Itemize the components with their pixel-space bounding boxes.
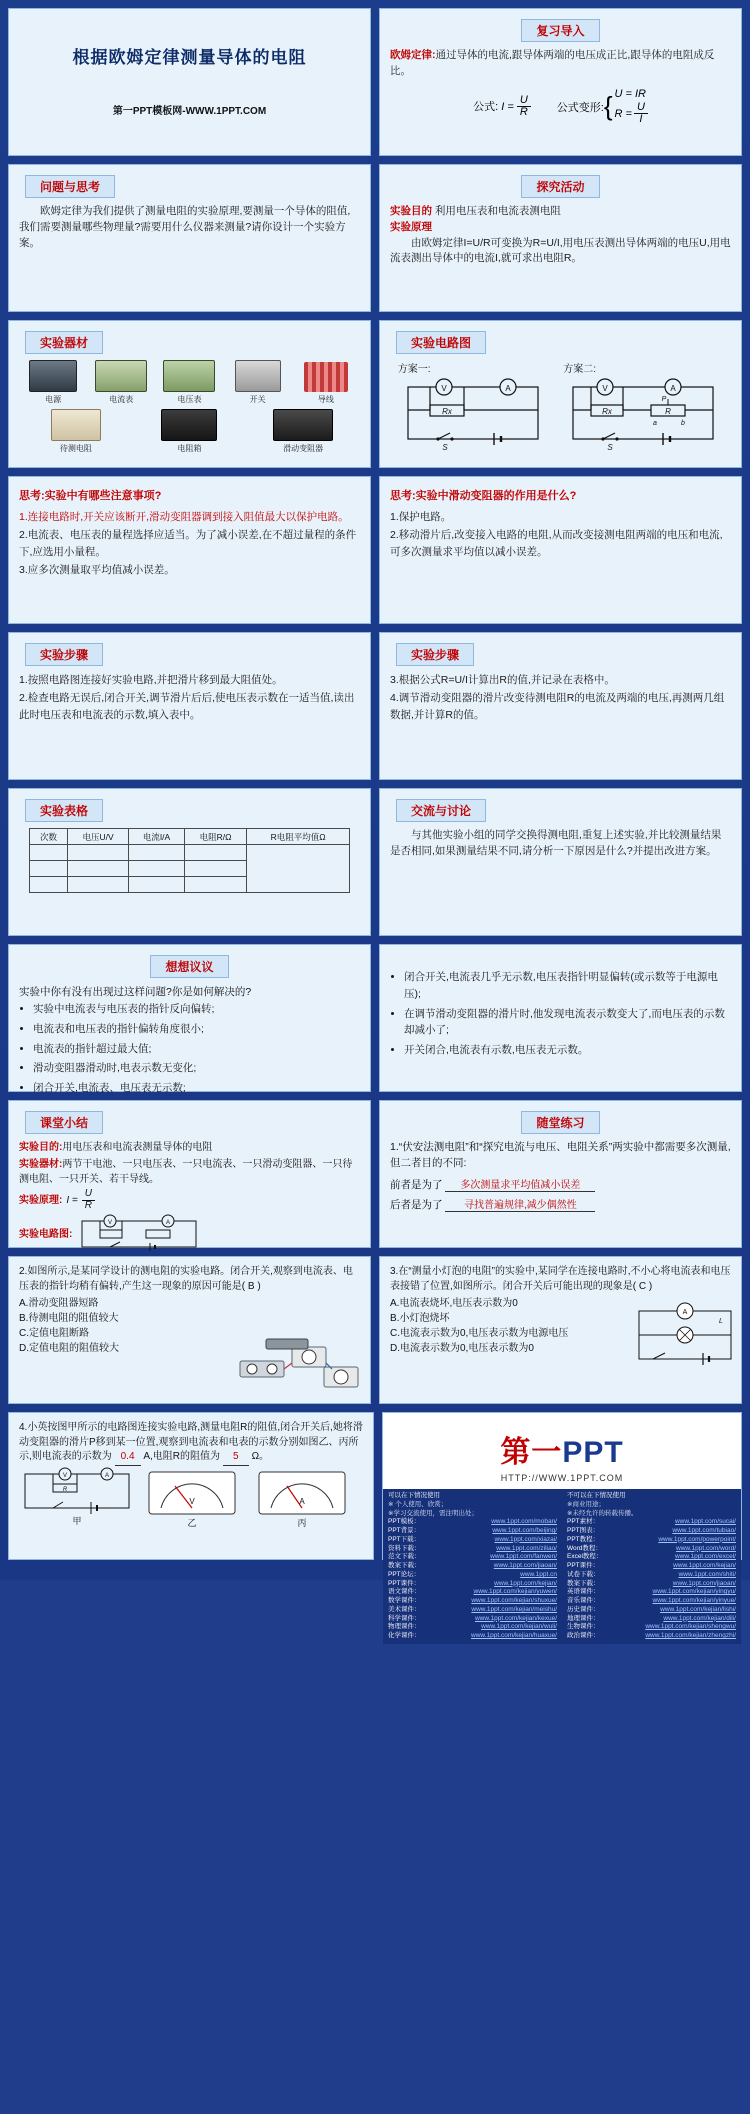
link-url[interactable]: www.1ppt.com/kejian/wuli/ (481, 1623, 557, 1631)
link-row (388, 1562, 557, 1571)
link-url[interactable]: www.1ppt.com/excel/ (674, 1553, 736, 1561)
svg-text:S: S (442, 443, 448, 452)
link-label: PPT论坛： (388, 1570, 421, 1578)
link-label: 试卷下载： (567, 1570, 600, 1578)
link-url[interactable]: www.1ppt.com/kejian/lishi/ (660, 1605, 736, 1613)
link-label: 资料下载： (388, 1544, 421, 1552)
list-item: • 在调节滑动变阻器的滑片时,他发现电流表示数变大了,而电压表的示数却减小了; (404, 1006, 731, 1040)
usage-forbidden-line-2: ※未经允许的转载传播。 (567, 1509, 638, 1517)
q1-a-label: 前者是为了 (390, 1178, 443, 1191)
link-label: PPT图表： (567, 1527, 600, 1535)
link-label: 音乐课件： (567, 1597, 600, 1605)
equipment-label: 电源 (45, 395, 62, 404)
law-text: 通过导体的电流,跟导体两端的电压成正比,跟导体的电阻成反比。 (390, 49, 715, 77)
equipment-item (22, 360, 84, 405)
equipment-label: 电压表 (177, 395, 202, 404)
formula-label: 公式: (473, 100, 499, 113)
answers-list (390, 969, 731, 1059)
list-item: • 电流表和电压表的指针偏转角度很小; (33, 1021, 360, 1038)
slide-row (0, 164, 750, 320)
svg-text:L: L (719, 1318, 723, 1325)
slide-header-steps-1: 实验步骤 (25, 643, 103, 666)
q1-b-label: 后者是为了 (390, 1198, 443, 1211)
link-row (388, 1518, 557, 1527)
link-row (567, 1518, 736, 1527)
slide-practice (379, 1100, 742, 1248)
principle-text: 由欧姆定律I=U/R可变换为R=U/I,用电压表测出导体两端的电压U,用电流表测出导体中的电流I,就可求出电阻R。 (390, 236, 731, 265)
link-label: PPT素材： (567, 1518, 600, 1526)
slide-brainstorm (8, 944, 371, 1095)
principle-label-wrap (390, 220, 731, 236)
list-item: 2.移动滑片后,改变接入电路的电阻,从而改变接测电阻两端的电压和电流,可多次测量求平均值以减小误差。 (390, 529, 723, 558)
svg-text:V: V (602, 384, 608, 393)
link-row (567, 1527, 736, 1536)
svg-text:R: R (62, 1486, 68, 1493)
slide-steps-2 (379, 632, 742, 780)
variant-block (557, 88, 648, 126)
circuit-diagram-1-svg (398, 375, 548, 453)
link-row (567, 1623, 736, 1632)
list-item: • 滑动变阻器滑动时,电表示数无变化; (33, 1060, 360, 1077)
variant-1: U = IR (614, 87, 646, 100)
equipment-item (45, 409, 107, 454)
link-url[interactable]: www.1ppt.com/word/ (676, 1544, 736, 1552)
slide-header-practice: 随堂练习 (521, 1111, 599, 1134)
slide-question-3 (379, 1256, 742, 1404)
page-title: 根据欧姆定律测量导体的电阻 (72, 48, 307, 67)
slide-cover (8, 8, 371, 156)
list-item: 3.应多次测量取平均值减小误差。 (19, 563, 175, 576)
slide-header-inquiry: 探究活动 (521, 175, 599, 198)
link-label: 地理课件： (567, 1614, 600, 1622)
wire-icon (304, 362, 348, 392)
link-label: PPT下载： (388, 1535, 421, 1543)
q3-options (390, 1296, 622, 1356)
link-row (567, 1597, 736, 1606)
svg-text:S: S (607, 443, 613, 452)
notes2-list (390, 509, 731, 560)
link-label: 历史课件： (567, 1605, 600, 1613)
link-url[interactable]: www.1ppt.com/kejian/yingyu/ (652, 1588, 736, 1596)
discussion-text: 与其他实验小组的同学交换得测电阻,重复上述实验,并比较测量结果是否相同,如果测量结果不同,请分析一下原因是什么?并提出改进方案。 (390, 829, 722, 857)
option-a[interactable]: A.电流表烧坏,电压表示数为0 (390, 1298, 518, 1309)
q4-blank-1[interactable]: 0.4 (115, 1450, 141, 1466)
q1-b-answer[interactable]: 寻找普遍规律,减少偶然性 (445, 1196, 595, 1212)
q4-figure (19, 1468, 363, 1530)
practice-q1-a (390, 1176, 731, 1192)
summary-purpose (19, 1140, 360, 1155)
equipment-label: 电流表 (109, 395, 134, 404)
circuit-plan-1 (398, 360, 548, 453)
link-row (567, 1562, 736, 1571)
link-url[interactable]: www.1ppt.cn (520, 1570, 557, 1578)
link-url[interactable]: www.1ppt.com/kejian/ (494, 1579, 557, 1587)
brand-first: 第一 (500, 1436, 563, 1469)
slide-table (8, 788, 371, 936)
link-url[interactable]: www.1ppt.com/jiaoan/ (672, 1579, 736, 1587)
link-row (567, 1571, 736, 1580)
equipment-item (158, 409, 220, 454)
svg-text:Rx: Rx (602, 407, 613, 416)
svg-text:V: V (108, 1220, 113, 1226)
slide-summary (8, 1100, 371, 1248)
list-item: • 开关闭合,电流表有示数,电压表无示数。 (404, 1042, 731, 1059)
list-item: • 闭合开关,电流表几乎无示数,电压表指针明显偏转(或示数等于电源电压); (404, 969, 731, 1003)
circuit-diagrams (390, 360, 731, 453)
formula-block: 公式: I = $\frac{U}{R}$ (473, 95, 531, 119)
slide-row (0, 1412, 750, 1640)
slide-equipment (8, 320, 371, 468)
slide-inquiry (379, 164, 742, 312)
link-label: Excel教程： (567, 1553, 603, 1561)
summary-purpose-label: 实验目的: (19, 1142, 63, 1153)
option-d[interactable]: D.定值电阻的阻值较大 (19, 1343, 119, 1354)
link-row (567, 1588, 736, 1597)
link-url[interactable]: www.1ppt.com/kejian/dili/ (663, 1614, 736, 1622)
usage-allowed-title: 可以在下情况使用 (388, 1492, 440, 1499)
link-label: 美术课件： (388, 1605, 421, 1613)
slide-notes-2 (379, 476, 742, 624)
link-row (567, 1553, 736, 1562)
brand-logo (500, 1427, 623, 1471)
list-item: 1.连接电路时,开关应该断开,滑动变阻器调到接入阻值最大以保护电路。 (19, 511, 349, 523)
practice-q1: 1.“伏安法测电阻”和“探究电流与电压、电阻关系”两实验中都需要多次测量,但二者目的不同: (390, 1141, 731, 1169)
link-label: 数学课件： (388, 1597, 421, 1605)
variant-label: 公式变形: (556, 101, 604, 114)
list-item: 3.根据公式R=U/I计算出R的值,并记录在表格中。 (390, 674, 615, 686)
usage-allowed (383, 1489, 562, 1644)
slide-discussion (379, 788, 742, 936)
review-law (390, 48, 731, 80)
option-b[interactable]: B.待测电阻的阻值较大 (19, 1313, 119, 1324)
usage-allowed-line-1: ※ 个人使用、欣赏； (388, 1500, 448, 1508)
list-item: • 实验中电流表与电压表的指针反向偏转; (33, 1001, 360, 1018)
summary-circuit-label: 实验电路图: (19, 1228, 73, 1240)
credits-columns (383, 1489, 741, 1644)
q4-blank-2[interactable]: 5 (223, 1450, 249, 1466)
link-label: PPT课件： (567, 1562, 600, 1570)
summary-equip-label: 实验器材: (19, 1159, 63, 1170)
principle-label: 实验原理 (390, 220, 432, 233)
table-header-row (30, 829, 350, 845)
svg-text:A: A (299, 1496, 305, 1506)
slide-header-question: 问题与思考 (25, 175, 115, 198)
ammeter-icon (95, 360, 147, 392)
switch-icon (235, 360, 281, 392)
link-label: 政治课件： (567, 1632, 600, 1640)
link-row (388, 1536, 557, 1545)
q4-stem: 4.小英按图甲所示的电路图连接实验电路,测量电阻R的阻值,闭合开关后,她将滑动变阻器的滑片P移到某一位置,观察到电流表和电表的示数分别如图乙、丙所示,则电流表的示数为 (19, 1422, 363, 1462)
link-url[interactable]: www.1ppt.com/kejian/yuwen/ (473, 1588, 557, 1596)
resistor-icon (51, 409, 101, 441)
svg-text:A: A (682, 1309, 688, 1316)
option-d[interactable]: D.电流表示数为0,电压表示数为0 (390, 1343, 534, 1354)
link-url[interactable]: www.1ppt.com/kejian/zhengzhi/ (645, 1632, 736, 1640)
link-label: PPT模板： (388, 1518, 421, 1526)
link-url[interactable]: www.1ppt.com/kejian/huaxue/ (471, 1632, 557, 1640)
link-label: Word教程： (567, 1544, 602, 1552)
link-url[interactable]: www.1ppt.com/powerpoint/ (658, 1535, 736, 1543)
equipment-item (227, 360, 289, 405)
svg-text:V: V (62, 1472, 68, 1479)
brand-url: HTTP://WWW.1PPT.COM (500, 1473, 624, 1483)
svg-text:R: R (665, 407, 672, 416)
q3-text: 3.在“测量小灯泡的电阻”的实验中,某同学在连接电路时,不小心将电流表和电压表接错了位置,如图所示。闭合开关后可能出现的现象是( C ) (390, 1266, 731, 1292)
slide-header-discussion: 交流与讨论 (396, 799, 486, 822)
slide-question-4 (8, 1412, 374, 1560)
col-header: 电流I/A (129, 829, 184, 845)
svg-text:a: a (653, 420, 658, 427)
link-url[interactable]: www.1ppt.com/moban/ (491, 1518, 557, 1526)
link-url[interactable]: www.1ppt.com/jiaoan/ (493, 1562, 557, 1570)
notes2-question: 思考:实验中滑动变阻器的作用是什么? (390, 490, 577, 502)
purpose-text: 利用电压表和电流表测电阻 (434, 205, 561, 217)
equipment-label: 开关 (249, 395, 266, 404)
equipment-label: 电阻箱 (177, 444, 202, 453)
slide-header-summary: 课堂小结 (25, 1111, 103, 1134)
list-item: • 电流表的指针超过最大值; (33, 1041, 360, 1058)
usage-forbidden (562, 1489, 741, 1644)
svg-text:乙: 乙 (187, 1517, 197, 1528)
link-label: 语文课件： (388, 1588, 421, 1596)
brainstorm-list (19, 1001, 360, 1097)
link-url[interactable]: www.1ppt.com/kejian/shuxue/ (471, 1597, 557, 1605)
slide-header-table: 实验表格 (25, 799, 103, 822)
link-url[interactable]: www.1ppt.com/kejian/yinyue/ (652, 1597, 736, 1605)
slide-credits (382, 1412, 742, 1640)
link-row (388, 1571, 557, 1580)
link-label: 科学课件： (388, 1614, 421, 1622)
slide-notes-1 (8, 476, 371, 624)
q3-figure (633, 1303, 737, 1369)
link-url[interactable]: www.1ppt.com/xiazai/ (494, 1535, 557, 1543)
option-c[interactable]: C.电流表示数为0,电压表示数为电源电压 (390, 1328, 569, 1339)
equipment-item (295, 362, 357, 405)
slide-header-steps-2: 实验步骤 (396, 643, 474, 666)
equipment-label: 导线 (317, 395, 334, 404)
svg-text:丙: 丙 (297, 1517, 307, 1528)
slide-header-brainstorm: 想想议议 (150, 955, 228, 978)
link-row (388, 1588, 557, 1597)
summary-circuit-svg (76, 1213, 204, 1255)
link-label: 教案下载： (388, 1562, 421, 1570)
slide-circuit (379, 320, 742, 468)
inquiry-purpose (390, 204, 731, 220)
summary-principle: 实验原理: I = $\frac{U}{R}$ (19, 1189, 360, 1211)
svg-text:A: A (104, 1472, 110, 1479)
table-row (30, 845, 350, 861)
svg-text:Rx: Rx (441, 407, 452, 416)
battery-icon (29, 360, 77, 392)
slide-row (0, 632, 750, 788)
svg-text:A: A (505, 384, 511, 393)
usage-forbidden-title: 不可以在下情况使用 (567, 1492, 626, 1499)
link-row (567, 1536, 736, 1545)
link-url[interactable]: www.1ppt.com/kejian/meishu/ (471, 1605, 557, 1613)
q2-figure (236, 1333, 364, 1395)
col-header: 次数 (30, 829, 68, 845)
slide-header-review: 复习导入 (521, 19, 599, 42)
link-row (388, 1597, 557, 1606)
list-item: 2.电流表、电压表的量程选择应适当。为了减小误差,在不超过量程的条件下,应选用小量程。 (19, 529, 357, 558)
svg-text:A: A (670, 384, 676, 393)
svg-text:P: P (661, 396, 667, 403)
link-row (388, 1632, 557, 1641)
link-url[interactable]: www.1ppt.com/fanwen/ (490, 1553, 557, 1561)
q4-unit-1: A,电阻R的阻值为 (143, 1451, 221, 1462)
link-url[interactable]: www.1ppt.com/tubiao/ (672, 1527, 736, 1535)
plan2-label: 方案二: (563, 364, 597, 375)
link-url[interactable]: www.1ppt.com/ziliao/ (496, 1544, 557, 1552)
purpose-label: 实验目的 (390, 205, 432, 217)
link-label: 化学课件： (388, 1632, 421, 1640)
link-url[interactable]: www.1ppt.com/kejian/shengwu/ (645, 1623, 736, 1631)
slide-steps-1 (8, 632, 371, 780)
option-a[interactable]: A.滑动变阻器短路 (19, 1298, 99, 1309)
slide-row (0, 476, 750, 632)
summary-principle-fraction: $\frac{U}{R}$ (82, 1189, 95, 1211)
svg-text:甲: 甲 (72, 1515, 82, 1526)
question-text: 欧姆定律为我们提供了测量电阻的实验原理,要测量一个导体的阻值,我们需要测量哪些物理量?需要用什么仪器来测量?请你设计一个实验方案。 (19, 205, 351, 249)
link-label: 范文下载： (388, 1553, 421, 1561)
slide-row (0, 8, 750, 164)
variant-2: R = $\frac{U}{I}$ (615, 102, 648, 126)
summary-principle-label: 实验原理: (19, 1194, 63, 1206)
q2-text: 2.如图所示,是某同学设计的测电阻的实验电路。闭合开关,观察到电流表、电压表的指针均稍有偏转,产生这一现象的原因可能是( B ) (19, 1266, 353, 1292)
summary-circuit (19, 1213, 360, 1255)
link-row (388, 1623, 557, 1632)
rheostat-icon (273, 409, 333, 441)
link-row (567, 1632, 736, 1641)
slide-header-circuit: 实验电路图 (396, 331, 486, 354)
list-item: • 闭合开关,电流表、电压表无示数; (33, 1080, 360, 1097)
link-label: 生物课件： (567, 1623, 600, 1631)
q1-a-answer[interactable]: 多次测量求平均值减小误差 (445, 1176, 595, 1192)
col-header: 电阻R/Ω (184, 829, 247, 845)
brainstorm-question: 实验中你有没有出现过这样问题?你是如何解决的? (19, 986, 252, 998)
slide-row (0, 1100, 750, 1256)
col-header: 电压U/V (67, 829, 129, 845)
summary-equip-text: 两节干电池、一只电压表、一只电流表、一只滑动变阻器、一只待测电阻、一只开关、若干导线。 (19, 1159, 353, 1185)
brand-ppt: PPT (562, 1436, 624, 1469)
slide-row (0, 320, 750, 476)
link-label: PPT教程： (567, 1535, 600, 1543)
slide-row (0, 944, 750, 1100)
slide-header-equipment: 实验器材 (25, 331, 103, 354)
link-label: PPT背景： (388, 1527, 421, 1535)
link-row (388, 1553, 557, 1562)
summary-purpose-text: 用电压表和电流表测量导体的电阻 (62, 1142, 213, 1153)
slide-question (8, 164, 371, 312)
link-url[interactable]: www.1ppt.com/shiti/ (678, 1570, 736, 1578)
law-label: 欧姆定律: (390, 49, 436, 61)
svg-text:b: b (681, 420, 686, 427)
q2-options (19, 1296, 230, 1356)
equipment-item (90, 360, 152, 405)
svg-text:V: V (189, 1496, 195, 1506)
steps1-list (19, 672, 360, 723)
slide-row (0, 788, 750, 944)
link-url[interactable]: www.1ppt.com/beijing/ (492, 1527, 557, 1535)
formula-fraction: $\frac{U}{R}$ (517, 95, 531, 119)
svg-text:V: V (441, 384, 447, 393)
slide-answers (379, 944, 742, 1092)
usage-forbidden-line-1: ※商业用途； (567, 1500, 605, 1508)
brace-icon: { (603, 91, 613, 122)
notes1-question: 思考:实验中有哪些注意事项? (19, 490, 162, 502)
review-formula-row (390, 88, 731, 126)
col-header: R电阻平均值Ω (247, 829, 349, 845)
equipment-item (272, 409, 334, 454)
slide-review (379, 8, 742, 156)
option-c[interactable]: C.定值电阻断路 (19, 1328, 89, 1339)
practice-q1-b (390, 1196, 731, 1212)
link-row (388, 1527, 557, 1536)
list-item: 2.检查电路无误后,闭合开关,调节滑片后后,使电压表示数在一适当值,读出此时电压表和电流表的示数,填入表中。 (19, 692, 355, 721)
q4-text (19, 1421, 363, 1466)
link-label: 英语课件： (567, 1588, 600, 1596)
link-label: PPT课件： (388, 1579, 421, 1587)
svg-text:A: A (166, 1220, 171, 1226)
plan1-label: 方案一: (397, 364, 431, 375)
list-item: 1.按照电路图连接好实验电路,并把滑片移到最大阻值处。 (19, 674, 283, 686)
link-row (567, 1606, 736, 1615)
cover-subtitle: 第一PPT模板网-WWW.1PPT.COM (112, 106, 267, 117)
link-label: 物理课件： (388, 1623, 421, 1631)
list-item: 1.保护电路。 (390, 511, 452, 523)
equipment-item (158, 360, 220, 405)
experiment-table (29, 828, 350, 893)
link-row (388, 1606, 557, 1615)
equipment-gallery (19, 360, 360, 458)
equipment-label: 滑动变阻器 (283, 444, 324, 453)
notes1-list (19, 509, 360, 578)
slide-question-2 (8, 1256, 371, 1404)
slide-row (0, 1256, 750, 1412)
equipment-label: 待测电阻 (59, 444, 92, 453)
voltmeter-icon (163, 360, 215, 392)
usage-allowed-line-2: ※学习交流使用，需注明出处； (388, 1509, 478, 1517)
link-url[interactable]: www.1ppt.com/kejian/kexue/ (474, 1614, 557, 1622)
steps2-list (390, 672, 731, 723)
circuit-plan-2 (563, 360, 723, 453)
resistance-box-icon (161, 409, 217, 441)
link-url[interactable]: www.1ppt.com/sucai/ (674, 1518, 736, 1526)
link-url[interactable]: www.1ppt.com/kejian/ (673, 1562, 736, 1570)
summary-equipment (19, 1157, 360, 1187)
circuit-diagram-2-svg (563, 375, 723, 453)
list-item: 4.调节滑动变阻器的滑片改变待测电阻R的电流及两端的电压,再测两几组数据,并计算R的值。 (390, 692, 725, 721)
link-label: 教案下载： (567, 1579, 600, 1587)
q4-unit-2: Ω。 (251, 1451, 270, 1462)
option-b[interactable]: B.小灯泡烧坏 (390, 1313, 450, 1324)
